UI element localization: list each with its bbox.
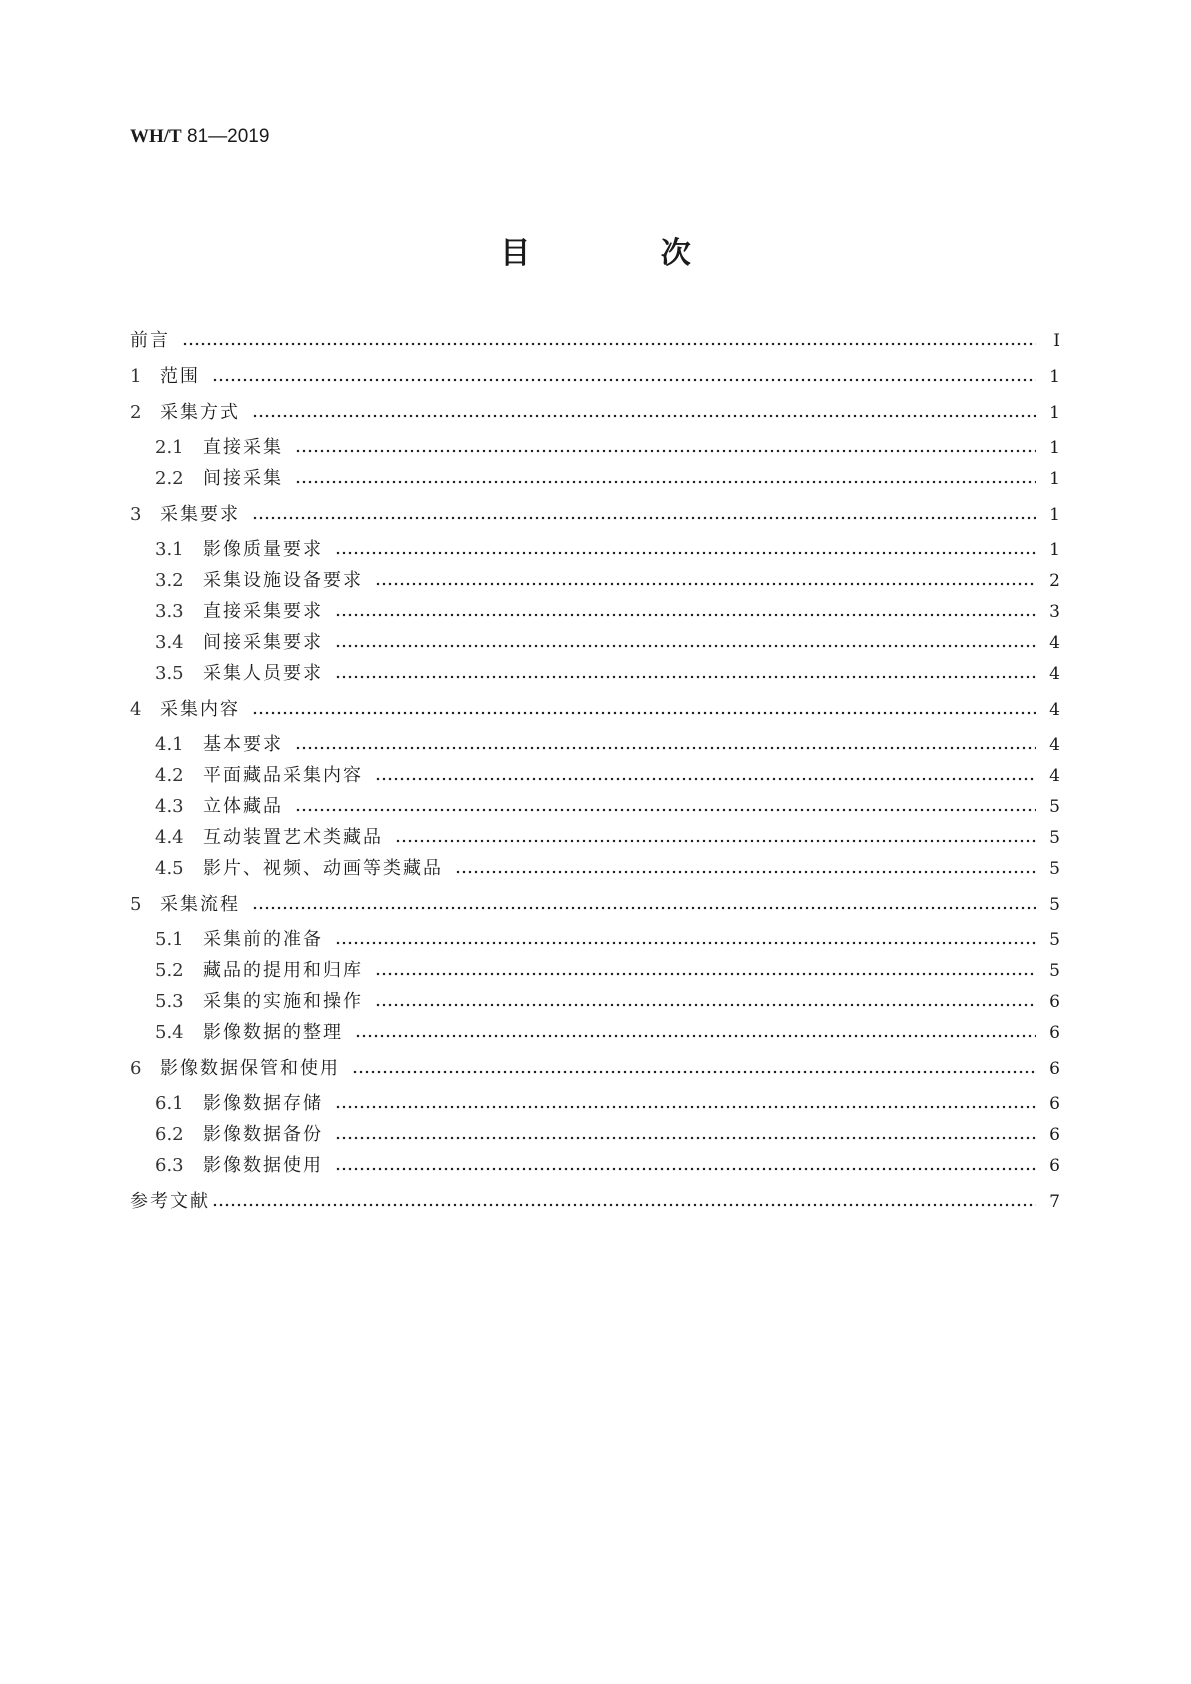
toc-entry[interactable] xyxy=(130,1053,1060,1084)
dot-leader xyxy=(395,839,1036,843)
dot-leader xyxy=(355,1034,1036,1038)
toc-entry-number: 5.2 xyxy=(155,960,184,981)
dot-leader xyxy=(375,582,1036,586)
toc-entry-label: 采集要求 xyxy=(160,504,240,525)
toc-entry-label: 互动装置艺术类藏品 xyxy=(203,827,383,848)
dot-leader xyxy=(252,414,1036,418)
standard-code xyxy=(130,126,269,148)
toc-entry[interactable] xyxy=(130,729,1060,760)
toc-entry-page: 3 xyxy=(1049,602,1060,622)
toc-entry[interactable] xyxy=(130,1017,1060,1048)
toc-entry-label: 间接采集 xyxy=(203,468,283,489)
toc-entry[interactable] xyxy=(130,565,1060,596)
toc-entry-page: 5 xyxy=(1049,961,1060,981)
page-title: 目 次 xyxy=(500,236,751,271)
dot-leader xyxy=(455,870,1036,874)
toc-entry-number: 2.2 xyxy=(155,468,184,489)
toc-entry-page: 5 xyxy=(1049,930,1060,950)
dot-leader xyxy=(335,613,1036,617)
dot-leader xyxy=(295,449,1036,453)
toc-entry-page: 5 xyxy=(1049,797,1060,817)
toc-entry-number: 5.4 xyxy=(155,1022,184,1043)
dot-leader xyxy=(295,480,1036,484)
toc-entry-page: 4 xyxy=(1049,766,1060,786)
dot-leader xyxy=(375,777,1036,781)
dot-leader xyxy=(335,675,1036,679)
toc-entry-number: 5.3 xyxy=(155,991,184,1012)
toc-entry-page: Ⅰ xyxy=(1053,331,1060,351)
toc-entry-page: 1 xyxy=(1049,367,1060,387)
dot-leader xyxy=(335,1105,1036,1109)
dot-leader xyxy=(335,644,1036,648)
toc-entry-page: 4 xyxy=(1049,735,1060,755)
dot-leader xyxy=(335,551,1036,555)
toc-entry[interactable] xyxy=(130,924,1060,955)
toc-entry-page: 2 xyxy=(1049,571,1060,591)
toc-entry-label: 范围 xyxy=(160,366,200,387)
toc-entry-page: 6 xyxy=(1049,992,1060,1012)
toc-entry-number: 6.2 xyxy=(155,1124,184,1145)
toc-entry-page: 5 xyxy=(1049,895,1060,915)
table-of-contents xyxy=(130,325,1060,1217)
standard-number: 81—2019 xyxy=(187,126,270,147)
toc-entry-label: 直接采集 xyxy=(203,437,283,458)
toc-entry[interactable] xyxy=(130,889,1060,920)
toc-entry-number: 3.5 xyxy=(155,663,184,684)
dot-leader xyxy=(182,342,1036,346)
dot-leader xyxy=(212,378,1036,382)
toc-entry-number: 4.5 xyxy=(155,858,184,879)
toc-entry-number: 4.1 xyxy=(155,734,184,755)
toc-entry-number: 2 xyxy=(130,402,142,423)
dot-leader xyxy=(295,808,1036,812)
toc-entry-page: 7 xyxy=(1049,1192,1060,1212)
dot-leader xyxy=(295,746,1036,750)
toc-entry[interactable] xyxy=(130,361,1060,392)
toc-entry-label: 前言 xyxy=(130,330,170,351)
toc-entry[interactable] xyxy=(130,694,1060,725)
toc-entry[interactable] xyxy=(130,822,1060,853)
toc-entry-number: 3 xyxy=(130,504,142,525)
toc-entry[interactable] xyxy=(130,1186,1060,1217)
toc-entry-label: 采集前的准备 xyxy=(203,929,323,950)
toc-entry[interactable] xyxy=(130,463,1060,494)
toc-entry-label: 影像数据保管和使用 xyxy=(160,1058,340,1079)
toc-entry-number: 3.3 xyxy=(155,601,184,622)
toc-entry-number: 6.1 xyxy=(155,1093,184,1114)
toc-entry[interactable] xyxy=(130,1119,1060,1150)
toc-entry-label: 直接采集要求 xyxy=(203,601,323,622)
toc-entry-label: 间接采集要求 xyxy=(203,632,323,653)
toc-entry-page: 1 xyxy=(1049,438,1060,458)
toc-entry-page: 6 xyxy=(1049,1094,1060,1114)
toc-entry-page: 1 xyxy=(1049,403,1060,423)
dot-leader xyxy=(335,1167,1036,1171)
dot-leader xyxy=(335,1136,1036,1140)
toc-entry-number: 4.3 xyxy=(155,796,184,817)
dot-leader xyxy=(352,1070,1036,1074)
toc-entry-page: 1 xyxy=(1049,540,1060,560)
toc-entry-label: 藏品的提用和归库 xyxy=(203,960,363,981)
toc-entry[interactable] xyxy=(130,534,1060,565)
dot-leader xyxy=(252,711,1036,715)
toc-entry-label: 影像质量要求 xyxy=(203,539,323,560)
toc-entry-label: 影像数据的整理 xyxy=(203,1022,343,1043)
toc-entry[interactable] xyxy=(130,432,1060,463)
toc-entry-number: 4 xyxy=(130,699,142,720)
toc-entry-label: 参考文献 xyxy=(130,1191,210,1212)
toc-entry-label: 影像数据备份 xyxy=(203,1124,323,1145)
toc-entry[interactable] xyxy=(130,658,1060,689)
toc-entry-page: 4 xyxy=(1049,664,1060,684)
toc-entry-label: 采集设施设备要求 xyxy=(203,570,363,591)
toc-entry[interactable] xyxy=(130,397,1060,428)
toc-entry-label: 影片、视频、动画等类藏品 xyxy=(203,858,443,879)
toc-entry-number: 3.4 xyxy=(155,632,184,653)
dot-leader xyxy=(252,516,1036,520)
toc-entry-label: 基本要求 xyxy=(203,734,283,755)
toc-entry-number: 2.1 xyxy=(155,437,184,458)
toc-entry-label: 采集的实施和操作 xyxy=(203,991,363,1012)
toc-entry-label: 采集人员要求 xyxy=(203,663,323,684)
toc-entry[interactable] xyxy=(130,853,1060,884)
toc-entry-page: 6 xyxy=(1049,1156,1060,1176)
toc-entry-page: 5 xyxy=(1049,828,1060,848)
toc-entry-page: 6 xyxy=(1049,1059,1060,1079)
toc-entry-label: 平面藏品采集内容 xyxy=(203,765,363,786)
toc-entry-number: 6.3 xyxy=(155,1155,184,1176)
toc-entry[interactable] xyxy=(130,627,1060,658)
toc-entry[interactable] xyxy=(130,325,1060,356)
dot-leader xyxy=(375,972,1036,976)
toc-entry-number: 3.2 xyxy=(155,570,184,591)
toc-entry-number: 4.4 xyxy=(155,827,184,848)
toc-entry-page: 6 xyxy=(1049,1023,1060,1043)
toc-entry-page: 1 xyxy=(1049,505,1060,525)
toc-entry[interactable] xyxy=(130,986,1060,1017)
toc-entry-label: 立体藏品 xyxy=(203,796,283,817)
toc-entry-page: 4 xyxy=(1049,700,1060,720)
toc-entry-label: 采集内容 xyxy=(160,699,240,720)
dot-leader xyxy=(375,1003,1036,1007)
dot-leader xyxy=(212,1203,1036,1207)
toc-entry-label: 采集方式 xyxy=(160,402,240,423)
toc-entry-number: 5 xyxy=(130,894,142,915)
toc-entry-label: 影像数据使用 xyxy=(203,1155,323,1176)
toc-entry[interactable] xyxy=(130,499,1060,530)
toc-entry[interactable] xyxy=(130,791,1060,822)
toc-entry-page: 4 xyxy=(1049,633,1060,653)
toc-entry-page: 5 xyxy=(1049,859,1060,879)
toc-entry[interactable] xyxy=(130,760,1060,791)
toc-entry-page: 6 xyxy=(1049,1125,1060,1145)
toc-entry-page: 1 xyxy=(1049,469,1060,489)
toc-entry-number: 4.2 xyxy=(155,765,184,786)
toc-entry-number: 1 xyxy=(130,366,142,387)
toc-entry-number: 6 xyxy=(130,1058,142,1079)
toc-entry-number: 5.1 xyxy=(155,929,184,950)
standard-prefix: WH/T xyxy=(130,126,182,147)
toc-entry-label: 影像数据存储 xyxy=(203,1093,323,1114)
toc-entry-number: 3.1 xyxy=(155,539,184,560)
dot-leader xyxy=(335,941,1036,945)
toc-entry[interactable] xyxy=(130,1150,1060,1181)
toc-entry-label: 采集流程 xyxy=(160,894,240,915)
toc-entry[interactable] xyxy=(130,955,1060,986)
toc-entry[interactable] xyxy=(130,596,1060,627)
toc-entry[interactable] xyxy=(130,1088,1060,1119)
dot-leader xyxy=(252,906,1036,910)
